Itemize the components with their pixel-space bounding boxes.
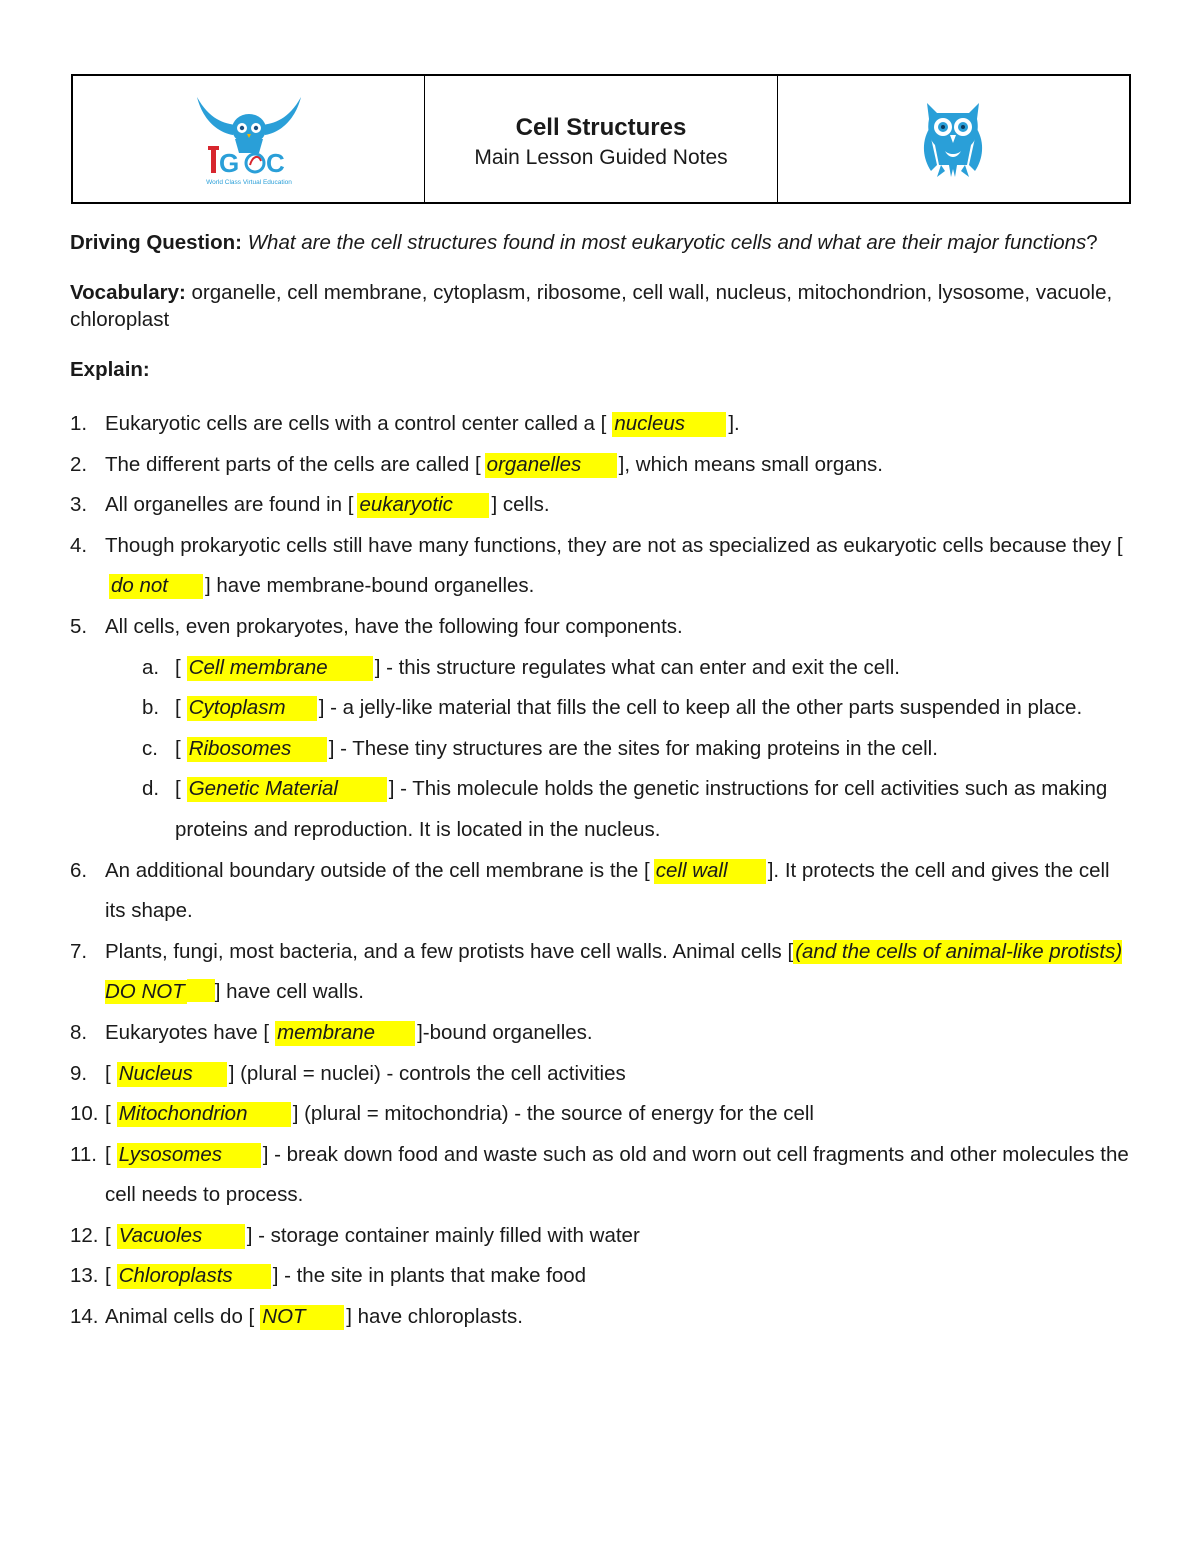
item-number: 12.: [70, 1223, 99, 1247]
item-text: Animal cells do [: [105, 1305, 255, 1329]
explain-list: [70, 404, 1130, 1338]
list-item: [70, 851, 1130, 932]
sub-list-item: [105, 648, 1130, 689]
list-item: [70, 1216, 1130, 1257]
item-number: 13.: [70, 1264, 99, 1288]
item-text: An additional boundary outside of the cell membrane is the [: [105, 858, 650, 882]
vocabulary-label: Vocabulary:: [70, 281, 186, 304]
item-text: [: [175, 696, 181, 720]
item-number: 7.: [70, 939, 88, 963]
answer-blank: membrane: [275, 1021, 415, 1046]
item-text: [: [175, 655, 181, 679]
item-number: 6.: [70, 858, 88, 882]
sub-list-item: [105, 688, 1130, 729]
answer-blank: Ribosomes: [187, 737, 327, 762]
item-text: All cells, even prokaryotes, have the following four components.: [105, 614, 683, 638]
item-text: ] cells.: [491, 493, 550, 517]
item-number: 1.: [70, 412, 88, 435]
list-item: [70, 404, 1130, 445]
list-item: [70, 1135, 1130, 1216]
item-text: ]. It protects the cell and gives the cell its shape.: [105, 858, 1110, 923]
item-text: ] - This molecule holds the genetic instructions for cell activities such as making proteins and reproduction. It is located in the nucleus.: [175, 777, 1108, 841]
driving-question-label: Driving Question:: [70, 231, 242, 254]
driving-question-end: ?: [1086, 231, 1098, 254]
item-text: Eukaryotic cells are cells with a control center called a [: [105, 412, 607, 435]
owl-mascot-icon: [921, 99, 985, 179]
item-text: ] - a jelly-like material that fills the cell to keep all the other parts suspended in place.: [318, 696, 1083, 720]
sub-list-item: [105, 729, 1130, 770]
item-text: ] have chloroplasts.: [346, 1305, 523, 1329]
header-table: [71, 74, 1131, 204]
item-number: 4.: [70, 533, 88, 557]
item-text: [: [105, 1223, 111, 1247]
header-right-cell: [777, 76, 1129, 202]
item-text: ] have cell walls.: [214, 980, 364, 1004]
item-text: ] - storage container mainly filled with water: [246, 1223, 640, 1247]
item-text: [: [175, 736, 181, 760]
answer-blank: organelles: [485, 453, 617, 478]
item-number: c.: [142, 736, 158, 760]
item-text: ] - this structure regulates what can enter and exit the cell.: [374, 655, 900, 679]
answer-blank: Nucleus: [117, 1062, 227, 1087]
answer-blank: Chloroplasts: [117, 1264, 271, 1289]
list-item: [70, 526, 1130, 607]
list-item: [70, 1013, 1130, 1054]
page-subtitle: Main Lesson Guided Notes: [474, 146, 728, 169]
list-item: [70, 1297, 1130, 1338]
answer-blank: cell wall: [654, 859, 766, 884]
item-text: [: [175, 777, 181, 801]
answer-blank: Cytoplasm: [187, 696, 317, 721]
item-text: Plants, fungi, most bacteria, and a few protists have cell walls. Animal cells [: [105, 939, 794, 963]
item-number: 10.: [70, 1102, 99, 1126]
logo-tagline: World Class Virtual Education: [205, 179, 292, 186]
vocabulary-text: organelle, cell membrane, cytoplasm, ribosome, cell wall, nucleus, mitochondrion, lysosome, vacuole, chloroplast: [70, 281, 1113, 331]
item-text: [: [105, 1061, 111, 1085]
answer-blank: NOT: [260, 1305, 344, 1330]
list-item: [70, 1054, 1130, 1095]
item-text: ] - These tiny structures are the sites for making proteins in the cell.: [328, 736, 938, 760]
driving-question: [70, 229, 1130, 256]
item-text: [: [105, 1264, 111, 1288]
sub-list: [105, 648, 1130, 851]
item-text: Eukaryotes have [: [105, 1020, 270, 1044]
item-number: b.: [142, 696, 160, 720]
answer-blank: Lysosomes: [117, 1143, 261, 1168]
answer-blank: Vacuoles: [117, 1224, 245, 1249]
answer-blank: Mitochondrion: [117, 1102, 291, 1127]
item-number: 11.: [70, 1142, 97, 1166]
item-number: d.: [142, 777, 160, 801]
item-text: [: [105, 1102, 111, 1126]
item-number: 2.: [70, 452, 88, 476]
sub-list-item: [105, 769, 1130, 850]
driving-question-text: What are the cell structures found in most eukaryotic cells and what are their major functions: [247, 231, 1087, 254]
owl-logo-icon: [189, 89, 309, 189]
item-number: 5.: [70, 614, 88, 638]
svg-text:C: C: [265, 148, 285, 178]
header-left-cell: [73, 76, 424, 202]
worksheet-body: [70, 229, 1130, 1338]
answer-blank: (and the cells of animal-like protists) DO NOT: [105, 939, 1123, 1004]
list-item: [70, 607, 1130, 851]
answer-blank: Cell membrane: [187, 656, 373, 681]
item-text: ] - the site in plants that make food: [272, 1264, 587, 1288]
list-item: [70, 445, 1130, 486]
item-text: ] - break down food and waste such as old and worn out cell fragments and other molecules the cell needs to process.: [105, 1142, 1129, 1207]
logo-text: G: [218, 148, 239, 178]
item-text: ]-bound organelles.: [417, 1020, 593, 1044]
item-number: a.: [142, 655, 160, 679]
answer-blank: Genetic Material: [187, 777, 387, 802]
item-text: ].: [728, 412, 740, 435]
header-title-cell: [424, 76, 776, 202]
list-item: [70, 932, 1130, 1013]
answer-blank: nucleus: [612, 412, 726, 437]
item-number: 14.: [70, 1305, 99, 1329]
answer-blank: do not: [109, 574, 203, 599]
item-number: 8.: [70, 1020, 88, 1044]
item-text: The different parts of the cells are called [: [105, 452, 481, 476]
item-text: ], which means small organs.: [618, 452, 883, 476]
vocabulary: [70, 279, 1130, 333]
page-title: Cell Structures: [515, 114, 687, 141]
item-text: Though prokaryotic cells still have many functions, they are not as specialized as eukaryotic cells because they [: [105, 533, 1123, 557]
item-number: 3.: [70, 493, 88, 517]
explain-heading: Explain:: [70, 358, 150, 381]
item-number: 9.: [70, 1061, 88, 1085]
answer-pad: [187, 979, 215, 1002]
answer-blank: eukaryotic: [357, 493, 489, 518]
item-text: [: [105, 1142, 111, 1166]
list-item: [70, 485, 1130, 526]
item-text: All organelles are found in [: [105, 493, 354, 517]
list-item: [70, 1256, 1130, 1297]
list-item: [70, 1094, 1130, 1135]
item-text: ] have membrane-bound organelles.: [205, 574, 535, 598]
item-text: ] (plural = mitochondria) - the source of energy for the cell: [292, 1102, 814, 1126]
item-text: ] (plural = nuclei) - controls the cell activities: [228, 1061, 626, 1085]
